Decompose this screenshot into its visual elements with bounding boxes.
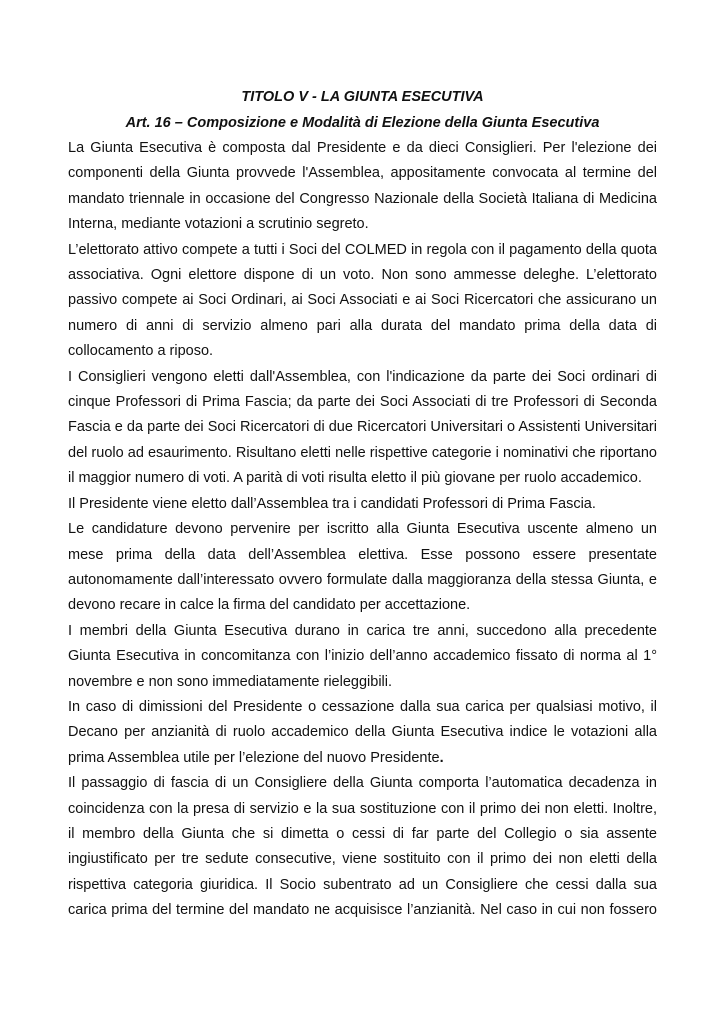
paragraph-electorate: L’elettorato attivo compete a tutti i Soci del COLMED in regola con il pagamento della quota associativa. Ogni elettore dispone di un voto. Non sono ammesse deleghe. L’elettorato passivo compete ai Soci Ordinari, ai Soci Associati e ai Soci Ricercatori che assicurano un numero di anni di servizio almeno pari alla durata del mandato prima della data di collocamento a riposo. xyxy=(68,241,657,360)
paragraph-councillors: I Consiglieri vengono eletti dall'Assemblea, con l'indicazione da parte dei Soci ordinari di cinque Professori di Prima Fascia; da parte dei Soci Associati di tre Professori di Seconda Fascia e da parte dei Soci Ricercatori di due Ricercatori Universitari o Assistenti Universitari del ruolo ad esaurimento. Risultano eletti nelle rispettive categorie i nominativi che riportano il maggior numero di voti. A parità di voti risulta eletto il più giovane per ruolo accademico. xyxy=(68,368,657,487)
paragraph-composition: La Giunta Esecutiva è composta dal Presidente e da dieci Consiglieri. Per l'elezione dei componenti della Giunta provvede l'Assemblea, appositamente convocata al termine del mandato triennale in occasione del Congresso Nazionale della Società Italiana di Medicina Interna, mediante votazioni a scrutinio segreto. xyxy=(68,140,657,233)
paragraph-president: Il Presidente viene eletto dall’Assemblea tra i candidati Professori di Prima Fascia. xyxy=(68,495,596,512)
paragraph-resignation xyxy=(68,695,657,771)
paragraph-replacement: Il passaggio di fascia di un Consigliere della Giunta comporta l’automatica decadenza in coincidenza con la presa di servizio e la sua sostituzione con il primo dei non eletti. Inoltre, il membro della Giunta che si dimetta o cessi di far parte del Collegio o sia assente ingiustificato per tre sedute consecutive, viene sostituito con il primo dei non eletti della rispettiva categoria giuridica. Il Socio subentrato ad un Consigliere che cessi dalla sua carica prima del termine del mandato ne acquisisce l’anzianità. Nel caso in cui non fossero xyxy=(68,775,657,919)
bold-period: . xyxy=(439,749,444,766)
paragraph-resignation-text: In caso di dimissioni del Presidente o cessazione dalla sua carica per qualsiasi motivo, il Decano per anzianità di ruolo accademico della Giunta Esecutiva indice le votazioni alla prima Assemblea utile per l’elezione del nuovo Presidente xyxy=(68,698,657,766)
document-page xyxy=(68,84,657,924)
article-heading: Art. 16 – Composizione e Modalità di Elezione della Giunta Esecutiva xyxy=(125,115,600,131)
section-title: TITOLO V - LA GIUNTA ESECUTIVA xyxy=(241,89,484,105)
paragraph-candidatures: Le candidature devono pervenire per iscritto alla Giunta Esecutiva uscente almeno un mese prima della data dell’Assemblea elettiva. Esse possono essere presentate autonomamente dall’interessato ovvero formulate dalla maggioranza della stessa Giunta, e devono recare in calce la firma del candidato per accettazione. xyxy=(68,521,657,614)
paragraph-term: I membri della Giunta Esecutiva durano in carica tre anni, succedono alla precedente Giunta Esecutiva in concomitanza con l’inizio dell’anno accademico fissato di norma al 1° novembre e non sono immediatamente rieleggibili. xyxy=(68,622,657,690)
